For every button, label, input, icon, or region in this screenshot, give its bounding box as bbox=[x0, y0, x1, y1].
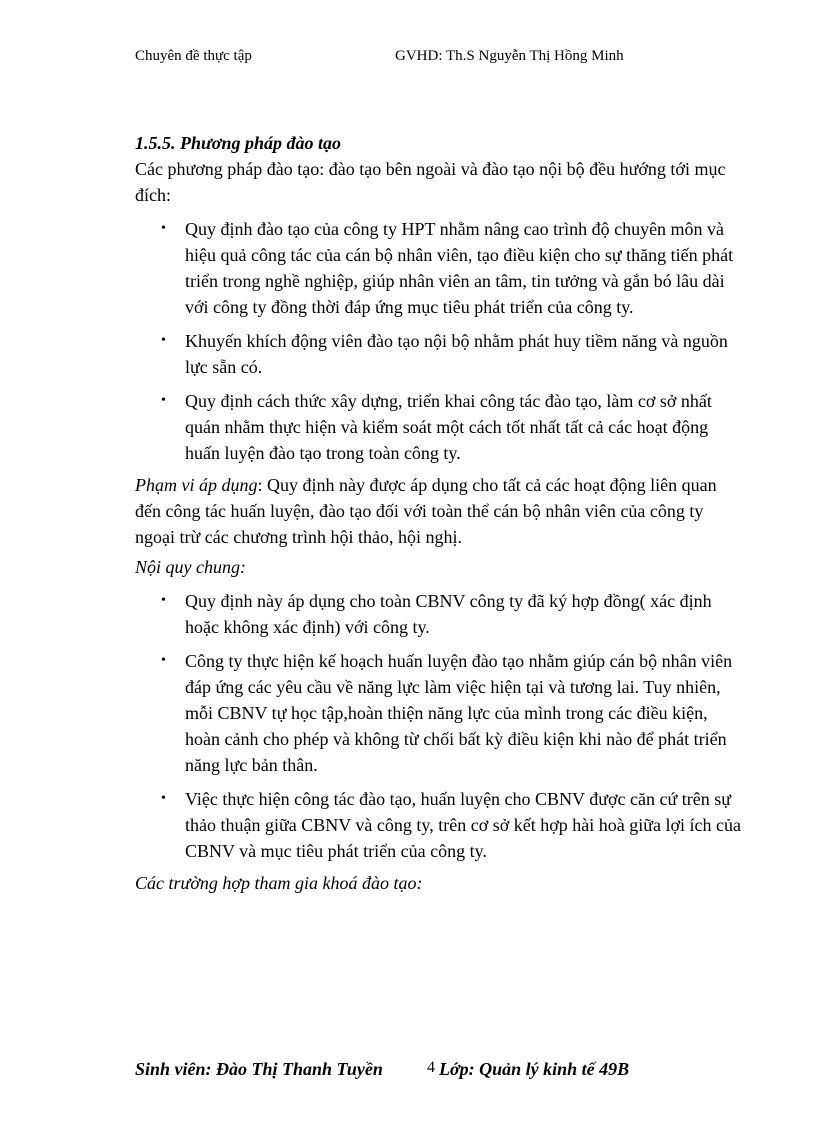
bullet-icon: • bbox=[161, 653, 166, 668]
list-item-text: Quy định đào tạo của công ty HPT nhằm nâng cao trình độ chuyên môn và hiệu quả công tác của cán bộ nhân viên, tạo điều kiện cho sự thăng tiến phát triển trong nghề nghiệp, giúp nhân viên an tâm, tin tưởng và gắn bó lâu dài với công ty đồng thời đáp ứng mục tiêu phát triển của công ty. bbox=[185, 219, 734, 317]
bullet-icon: • bbox=[161, 791, 166, 806]
footer-class: Lớp: Quản lý kinh tế 49B bbox=[439, 1059, 630, 1079]
page-header bbox=[135, 44, 695, 68]
list-item bbox=[135, 216, 745, 320]
scope-paragraph bbox=[135, 472, 745, 550]
scope-text: : Quy định này được áp dụng cho tất cả các hoạt động liên quan đến công tác huấn luyện, đào tạo đối với toàn thể cán bộ nhân viên của công ty ngoại trừ các chương trình hội thảo, hội nghị. bbox=[135, 475, 717, 547]
header-doc-type: Chuyên đề thực tập bbox=[135, 48, 252, 64]
bullet-icon: • bbox=[161, 333, 166, 348]
bullet-icon: • bbox=[161, 593, 166, 608]
intro-paragraph: Các phương pháp đào tạo: đào tạo bên ngoài và đào tạo nội bộ đều hướng tới mục đích: bbox=[135, 159, 726, 205]
scope-label: Phạm vi áp dụng bbox=[135, 475, 258, 495]
page-number: 4 bbox=[427, 1059, 435, 1076]
list-item bbox=[135, 786, 745, 864]
section-heading: 1.5.5. Phương pháp đào tạo bbox=[135, 133, 341, 153]
page-footer bbox=[135, 1055, 695, 1083]
goals-list bbox=[135, 216, 745, 466]
list-item bbox=[135, 648, 745, 778]
list-item bbox=[135, 588, 745, 640]
cases-label: Các trường hợp tham gia khoá đào tạo: bbox=[135, 873, 423, 893]
bullet-icon: • bbox=[161, 393, 166, 408]
list-item-text: Công ty thực hiện kế hoạch huấn luyện đào tạo nhằm giúp cán bộ nhân viên đáp ứng các yêu cầu về năng lực làm việc hiện tại và tương lai. Tuy nhiên, mỗi CBNV tự học tập,hoàn thiện năng lực của mình trong các điều kiện, hoàn cảnh cho phép và không từ chối bất kỳ điều kiện khi nào để phát triển năng lực bản thân. bbox=[185, 651, 733, 775]
list-item-text: Việc thực hiện công tác đào tạo, huấn luyện cho CBNV được căn cứ trên sự thảo thuận giữa CBNV và công ty, trên cơ sở kết hợp hài hoà giữa lợi ích của CBNV và mục tiêu phát triển của công ty. bbox=[185, 789, 741, 861]
rules-label: Nội quy chung: bbox=[135, 557, 246, 577]
footer-student: Sinh viên: Đào Thị Thanh Tuyền bbox=[135, 1059, 383, 1079]
list-item bbox=[135, 328, 745, 380]
list-item bbox=[135, 388, 745, 466]
rules-list bbox=[135, 588, 745, 864]
bullet-icon: • bbox=[161, 221, 166, 236]
list-item-text: Quy định này áp dụng cho toàn CBNV công ty đã ký hợp đồng( xác định hoặc không xác định) với công ty. bbox=[185, 591, 712, 637]
list-item-text: Khuyến khích động viên đào tạo nội bộ nhằm phát huy tiềm năng và nguồn lực sẵn có. bbox=[185, 331, 728, 377]
list-item-text: Quy định cách thức xây dựng, triển khai công tác đào tạo, làm cơ sở nhất quán nhằm thực hiện và kiểm soát một cách tốt nhất tất cả các hoạt động huấn luyện đào tạo trong toàn công ty. bbox=[185, 391, 712, 463]
page-content bbox=[135, 130, 745, 896]
header-supervisor: GVHD: Th.S Nguyễn Thị Hồng Minh bbox=[395, 48, 624, 64]
